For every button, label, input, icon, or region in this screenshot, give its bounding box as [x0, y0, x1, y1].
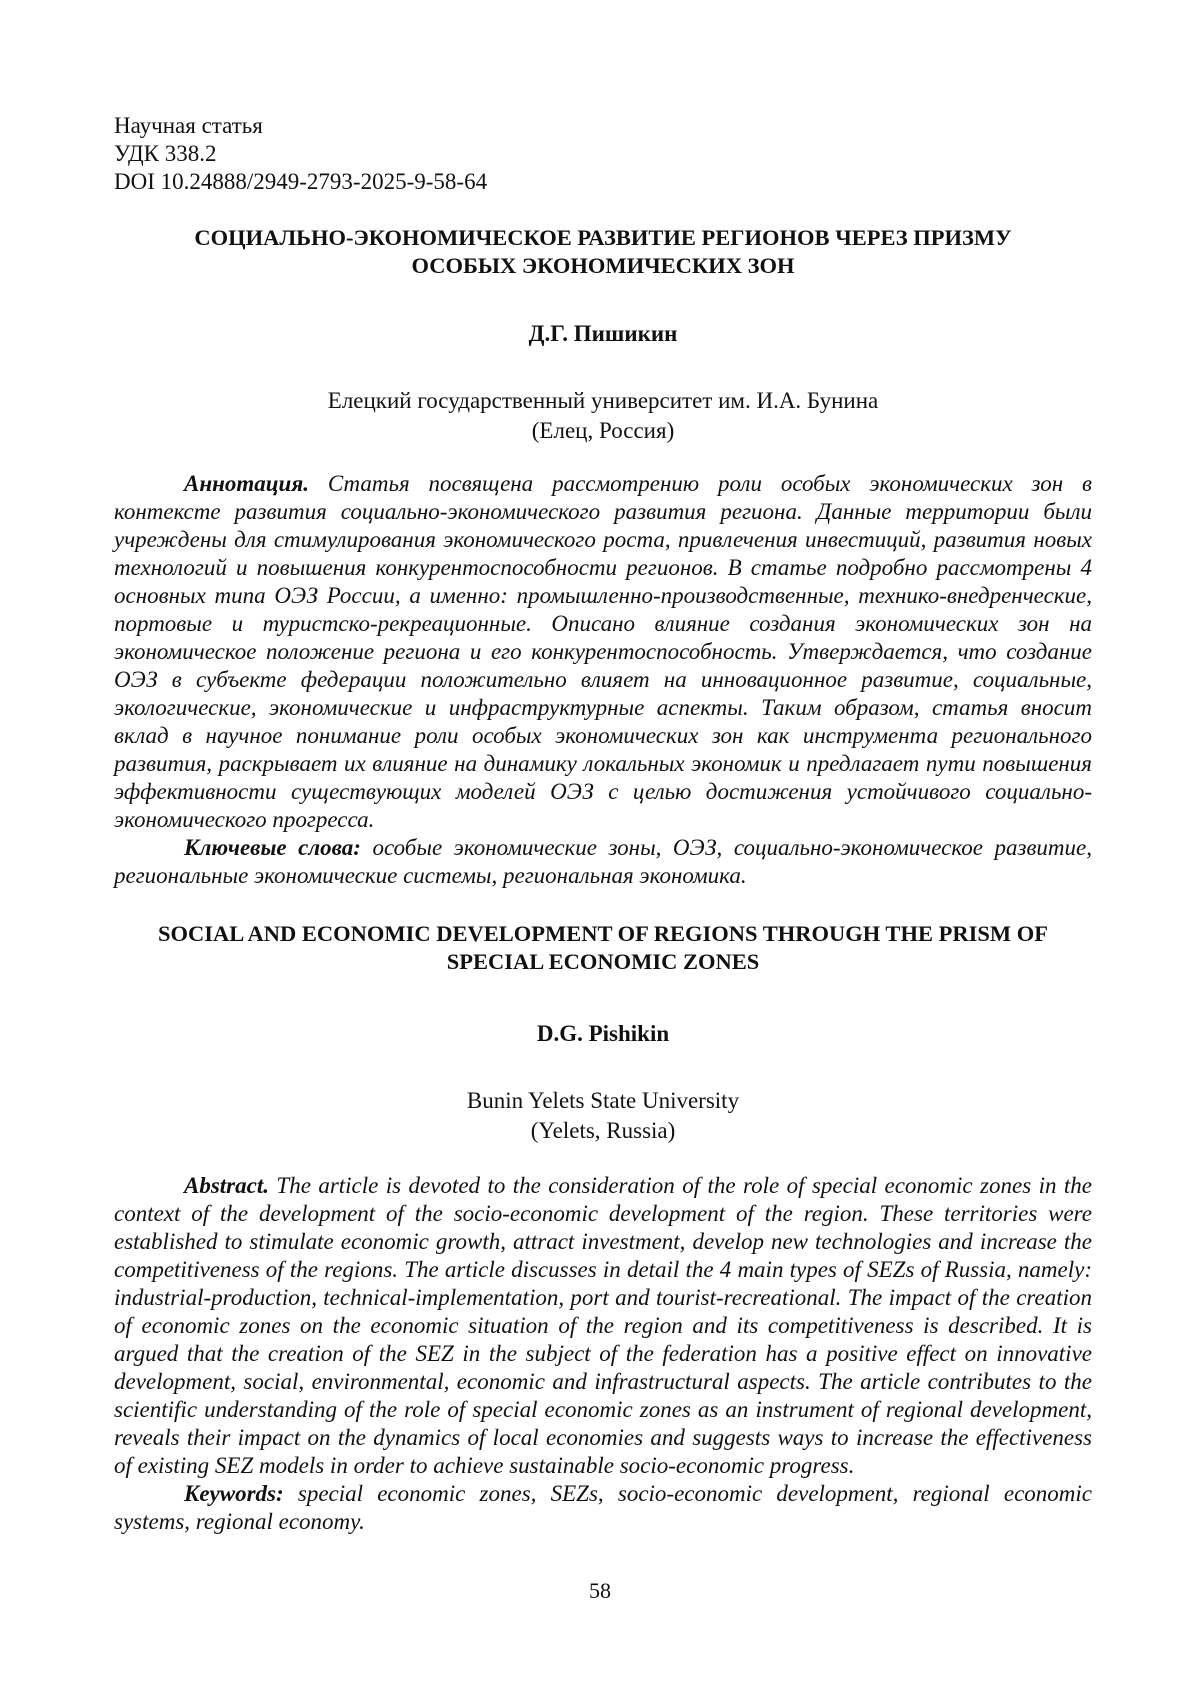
en-abstract-text: The article is devoted to the consideration of the role of special economic zones in the context of the development of the socio-economic development of the region. These territories were established to stimulate economic growth, attract investment, develop new technologies and increase the competitiveness of the regions. The article discusses in detail the 4 main types of SEZs of Russia, namely: industrial-production, technical-implementation, port and tourist-recreational. The impact of the creation of economic zones on the economic situation of the region and its competitiveness is described. It is argued that the creation of the SEZ in the subject of the federation has a positive effect on innovative development, social, environmental, economic and infrastructural aspects. The article contributes to the scientific understanding of the role of special economic zones as an instrument of regional development, reveals their impact on the dynamics of local economies and suggests ways to increase the effectiveness of existing SEZ models in order to achieve sustainable socio-economic progress. — [114, 1173, 1092, 1478]
ru-keywords — [114, 834, 1092, 890]
ru-location: (Елец, Россия) — [114, 416, 1092, 446]
ru-keywords-label: Ключевые слова: — [184, 835, 361, 860]
ru-keywords-text: особые экономические зоны, ОЭЗ, социально-экономическое развитие, региональные экономические системы, региональная экономика. — [114, 835, 1092, 888]
article-type: Научная статья — [114, 112, 1092, 140]
en-affiliation-block — [114, 1086, 1092, 1146]
en-affiliation: Bunin Yelets State University — [114, 1086, 1092, 1116]
ru-affiliation-block — [114, 386, 1092, 446]
en-title-line-2: SPECIAL ECONOMIC ZONES — [114, 948, 1092, 976]
ru-abstract — [114, 470, 1092, 834]
paper-page — [0, 0, 1200, 1697]
ru-title — [114, 224, 1092, 280]
doi: DOI 10.24888/2949-2793-2025-9-58-64 — [114, 168, 1092, 196]
en-abstract-label: Abstract. — [184, 1173, 269, 1198]
en-title-line-1: SOCIAL AND ECONOMIC DEVELOPMENT OF REGIONS THROUGH THE PRISM OF — [114, 920, 1092, 948]
ru-abstract-section — [114, 470, 1092, 890]
en-abstract-section — [114, 1172, 1092, 1536]
ru-title-line-1: СОЦИАЛЬНО-ЭКОНОМИЧЕСКОЕ РАЗВИТИЕ РЕГИОНОВ ЧЕРЕЗ ПРИЗМУ — [114, 224, 1092, 252]
ru-title-line-2: ОСОБЫХ ЭКОНОМИЧЕСКИХ ЗОН — [114, 252, 1092, 280]
page-number: 58 — [0, 1578, 1200, 1604]
en-keywords — [114, 1480, 1092, 1536]
article-meta — [114, 112, 1092, 196]
en-location: (Yelets, Russia) — [114, 1116, 1092, 1146]
en-keywords-label: Keywords: — [184, 1481, 284, 1506]
ru-abstract-label: Аннотация. — [184, 471, 309, 496]
en-abstract — [114, 1172, 1092, 1480]
ru-affiliation: Елецкий государственный университет им. И.А. Бунина — [114, 386, 1092, 416]
ru-author: Д.Г. Пишикин — [114, 320, 1092, 348]
udc-code: УДК 338.2 — [114, 140, 1092, 168]
en-keywords-text: special economic zones, SEZs, socio-economic development, regional economic systems, regional economy. — [114, 1481, 1092, 1534]
ru-abstract-text: Статья посвящена рассмотрению роли особых экономических зон в контексте развития социально-экономического развития региона. Данные территории были учреждены для стимулирования экономического роста, привлечения инвестиций, развития новых технологий и повышения конкурентоспособности регионов. В статье подробно рассмотрены 4 основных типа ОЭЗ России, а именно: промышленно-производственные, технико-внедренческие, портовые и туристско-рекреационные. Описано влияние создания экономических зон на экономическое положение региона и его конкурентоспособность. Утверждается, что создание ОЭЗ в субъекте федерации положительно влияет на инновационное развитие, социальные, экологические, экономические и инфраструктурные аспекты. Таким образом, статья вносит вклад в научное понимание роли особых экономических зон как инструмента регионального развития, раскрывает их влияние на динамику локальных экономик и предлагает пути повышения эффективности существующих моделей ОЭЗ с целью достижения устойчивого социально-экономического прогресса. — [114, 471, 1092, 832]
en-title — [114, 920, 1092, 976]
en-author: D.G. Pishikin — [114, 1020, 1092, 1048]
